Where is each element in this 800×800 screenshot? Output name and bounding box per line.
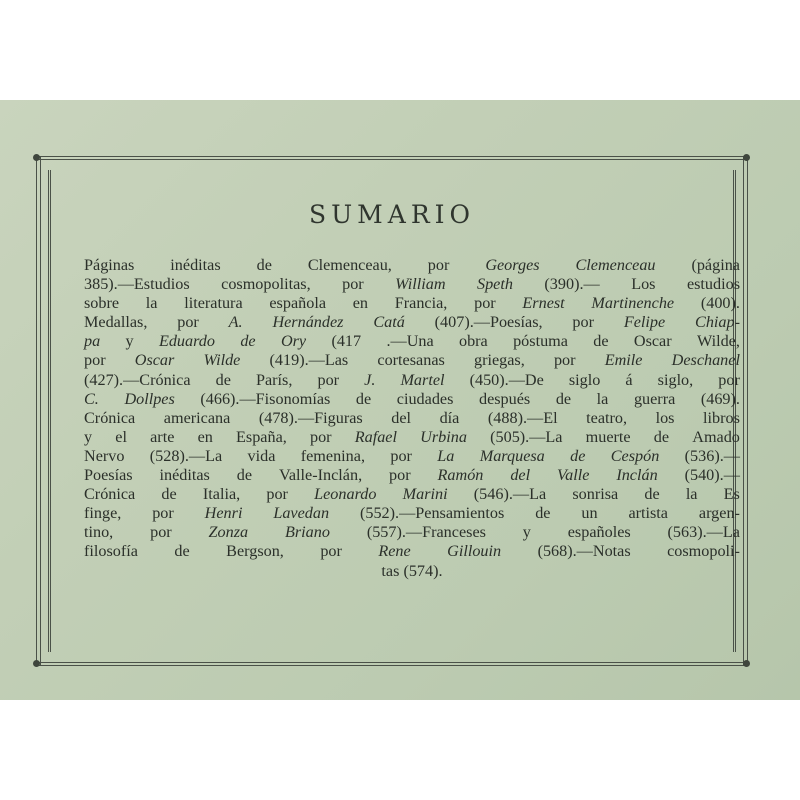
text-word: por xyxy=(553,351,576,370)
text-word: Amado xyxy=(692,427,740,446)
text-word: por xyxy=(718,370,740,389)
text-word: y xyxy=(84,427,93,446)
text-word: por xyxy=(389,466,411,485)
text-word: la xyxy=(145,294,158,313)
text-word: argen- xyxy=(698,504,740,523)
text-word: (563).—La xyxy=(667,523,740,542)
text-word: muerte xyxy=(585,427,631,446)
text-word: siglo, xyxy=(657,370,694,389)
text-word: de xyxy=(653,427,670,446)
text-word: (427).—Crónica xyxy=(84,370,191,389)
text-word: Es xyxy=(723,485,740,504)
author-name: A. xyxy=(228,313,243,332)
author-name: Henri xyxy=(204,504,243,523)
text-word: (528).—La xyxy=(149,446,223,465)
text-line xyxy=(84,504,740,523)
author-name: Martel xyxy=(400,370,445,389)
text-word: en xyxy=(197,427,213,446)
text-word: (419).—Las xyxy=(269,351,349,370)
text-word: por xyxy=(320,542,342,561)
corner-dot-icon xyxy=(33,154,40,161)
text-segment: tas (574). xyxy=(381,561,443,580)
text-word: la xyxy=(685,485,698,504)
text-word: de xyxy=(535,504,551,523)
text-word: inéditas xyxy=(170,256,221,274)
corner-dot-icon xyxy=(743,154,750,161)
text-word: española xyxy=(269,294,327,313)
text-line xyxy=(84,466,740,485)
text-word: cortesanas xyxy=(377,351,445,370)
text-word: de xyxy=(555,389,572,408)
text-word: Nervo xyxy=(84,446,125,465)
text-word: (417 xyxy=(331,332,362,351)
text-word: de xyxy=(236,466,253,485)
text-line xyxy=(84,523,740,542)
text-word: de xyxy=(174,542,190,561)
text-word: femenina, xyxy=(300,446,366,465)
author-name: Cespón xyxy=(610,446,660,465)
author-name: de xyxy=(240,332,256,351)
text-word: un xyxy=(581,504,598,523)
page-title: SUMARIO xyxy=(308,200,476,229)
author-name: Deschanel xyxy=(671,351,740,370)
text-word: España, xyxy=(236,427,287,446)
text-word: por xyxy=(572,313,594,332)
author-name: Chiap- xyxy=(695,313,740,332)
text-word: griegas, xyxy=(473,351,525,370)
text-word: Oscar xyxy=(633,332,672,351)
text-word: sonrisa xyxy=(572,485,619,504)
text-word: (540).— xyxy=(684,466,740,485)
author-name: Gillouin xyxy=(447,542,502,561)
author-name: Valle xyxy=(557,466,590,485)
text-word: Poesías xyxy=(84,466,133,485)
text-word: Clemenceau, xyxy=(307,256,392,274)
text-line xyxy=(84,313,740,332)
corner-dot-icon xyxy=(33,660,40,667)
author-name: La xyxy=(437,446,455,465)
author-name: del xyxy=(510,466,531,485)
text-word: obra xyxy=(458,332,488,351)
text-word: día xyxy=(439,408,460,427)
author-name: C. xyxy=(84,389,99,408)
text-line xyxy=(84,275,740,294)
ornamental-border xyxy=(36,156,748,676)
text-word: artista xyxy=(628,504,668,523)
text-word: de xyxy=(593,332,609,351)
text-line xyxy=(84,409,740,428)
text-word: (478).—Figuras xyxy=(258,408,363,427)
text-word: por xyxy=(177,313,199,332)
text-word: inéditas xyxy=(159,466,210,485)
text-word: de xyxy=(256,256,272,274)
text-word: póstuma xyxy=(513,332,568,351)
text-word: por xyxy=(474,294,496,313)
author-name: Eduardo xyxy=(158,332,215,351)
text-word: (546).—La xyxy=(473,485,547,504)
text-word: por xyxy=(317,370,340,389)
text-word: París, xyxy=(255,370,293,389)
text-word: arte xyxy=(150,427,175,446)
text-word: (469). xyxy=(700,389,740,408)
text-word: 385).—Estudios xyxy=(84,275,190,294)
text-line xyxy=(84,294,740,313)
text-line xyxy=(84,447,740,466)
author-name: Marquesa xyxy=(479,446,545,465)
author-name: Ernest xyxy=(522,294,565,313)
author-name: Catá xyxy=(373,313,405,332)
author-name: Lavedan xyxy=(273,504,330,523)
text-word: Italia, xyxy=(202,485,241,504)
text-word: por xyxy=(152,504,174,523)
text-line xyxy=(84,542,740,561)
author-name: William xyxy=(395,275,446,294)
text-word: Francia, xyxy=(394,294,448,313)
text-word: Crónica xyxy=(84,408,136,427)
text-line xyxy=(84,256,740,275)
text-word: de xyxy=(215,370,231,389)
author-name: Briano xyxy=(284,523,330,542)
book-page-photo xyxy=(0,100,800,700)
text-word: en xyxy=(352,294,369,313)
text-line xyxy=(84,332,740,351)
text-word: Los xyxy=(631,275,656,294)
text-word: (488).—El xyxy=(487,408,558,427)
author-name: Marini xyxy=(402,485,448,504)
author-name: Urbina xyxy=(420,427,467,446)
author-name: Ramón xyxy=(437,466,484,485)
author-name: Wilde xyxy=(203,351,241,370)
author-name: Leonardo xyxy=(314,485,377,504)
border-bottom-rule xyxy=(36,662,748,666)
text-word: (536).— xyxy=(684,446,740,465)
text-word: por xyxy=(84,351,106,370)
border-left-rule xyxy=(36,156,41,666)
text-word: (466).—Fisonomías xyxy=(200,389,331,408)
text-word: del xyxy=(391,408,412,427)
text-line xyxy=(84,485,740,504)
author-name: Speth xyxy=(476,275,513,294)
corner-dot-icon xyxy=(743,660,750,667)
author-name: Rafael xyxy=(354,427,397,446)
author-name: Ory xyxy=(280,332,307,351)
author-name: J. xyxy=(364,370,376,389)
author-name: Zonza xyxy=(208,523,249,542)
text-word: sobre xyxy=(84,294,120,313)
text-word: después xyxy=(478,389,531,408)
author-name: Clemenceau xyxy=(575,256,656,274)
text-word: Crónica xyxy=(84,485,136,504)
text-line xyxy=(84,390,740,409)
text-word: por xyxy=(266,485,288,504)
author-name: Emile xyxy=(604,351,643,370)
text-word: filosofía xyxy=(84,542,138,561)
text-word: guerra xyxy=(633,389,676,408)
author-name: Oscar xyxy=(134,351,175,370)
border-right-rule xyxy=(743,156,748,666)
text-word: á xyxy=(625,370,633,389)
text-word: Wilde, xyxy=(696,332,740,351)
author-name: pa xyxy=(84,332,101,351)
author-name: de xyxy=(570,446,586,465)
text-word: (400). xyxy=(700,294,740,313)
text-line xyxy=(84,351,740,370)
author-name: Inclán xyxy=(616,466,658,485)
text-word: siglo xyxy=(568,370,601,389)
text-word: cosmopoli- xyxy=(667,542,740,561)
text-word: estudios xyxy=(686,275,740,294)
text-word: por xyxy=(342,275,364,294)
text-word: (505).—La xyxy=(490,427,563,446)
text-word: (450).—De xyxy=(469,370,544,389)
author-name: Felipe xyxy=(623,313,666,332)
text-word: de xyxy=(644,485,660,504)
text-word: (568).—Notas xyxy=(537,542,631,561)
text-word: Medallas, xyxy=(84,313,148,332)
text-word: literatura xyxy=(184,294,243,313)
text-line xyxy=(84,371,740,390)
text-word: el xyxy=(115,427,127,446)
text-word: (página xyxy=(691,256,740,274)
text-word: por xyxy=(150,523,172,542)
text-line xyxy=(84,428,740,447)
text-word: y xyxy=(522,523,531,542)
text-word: Bergson, xyxy=(226,542,284,561)
author-name: Martinenche xyxy=(591,294,675,313)
text-word: por xyxy=(390,446,412,465)
text-word: españoles xyxy=(567,523,631,542)
author-name: Rene xyxy=(378,542,411,561)
text-word: los xyxy=(655,408,675,427)
text-word: vida xyxy=(247,446,276,465)
text-word: finge, xyxy=(84,504,122,523)
text-word: por xyxy=(309,427,332,446)
text-word: libros xyxy=(703,408,740,427)
text-word: de xyxy=(355,389,372,408)
border-top-rule xyxy=(36,156,748,160)
text-line xyxy=(84,562,740,581)
text-word: por xyxy=(427,256,450,274)
text-word: americana xyxy=(163,408,231,427)
text-word: (407).—Poesías, xyxy=(434,313,543,332)
text-word: Valle-Inclán, xyxy=(278,466,363,485)
text-word: ciudades xyxy=(396,389,454,408)
text-word: Páginas xyxy=(84,256,135,274)
text-word: (552).—Pensamientos xyxy=(359,504,505,523)
text-word: la xyxy=(596,389,609,408)
text-word: .—Una xyxy=(386,332,434,351)
text-word: (557).—Franceses xyxy=(366,523,486,542)
text-word: y xyxy=(125,332,134,351)
author-name: Georges xyxy=(485,256,540,274)
text-word: de xyxy=(161,485,177,504)
text-word: (390).— xyxy=(544,275,600,294)
author-name: Hernández xyxy=(272,313,344,332)
border-left-inner-rule xyxy=(48,170,51,652)
text-word: teatro, xyxy=(586,408,628,427)
contents-paragraph xyxy=(84,256,740,581)
text-word: cosmopolitas, xyxy=(221,275,311,294)
text-word: tino, xyxy=(84,523,114,542)
author-name: Dollpes xyxy=(124,389,175,408)
